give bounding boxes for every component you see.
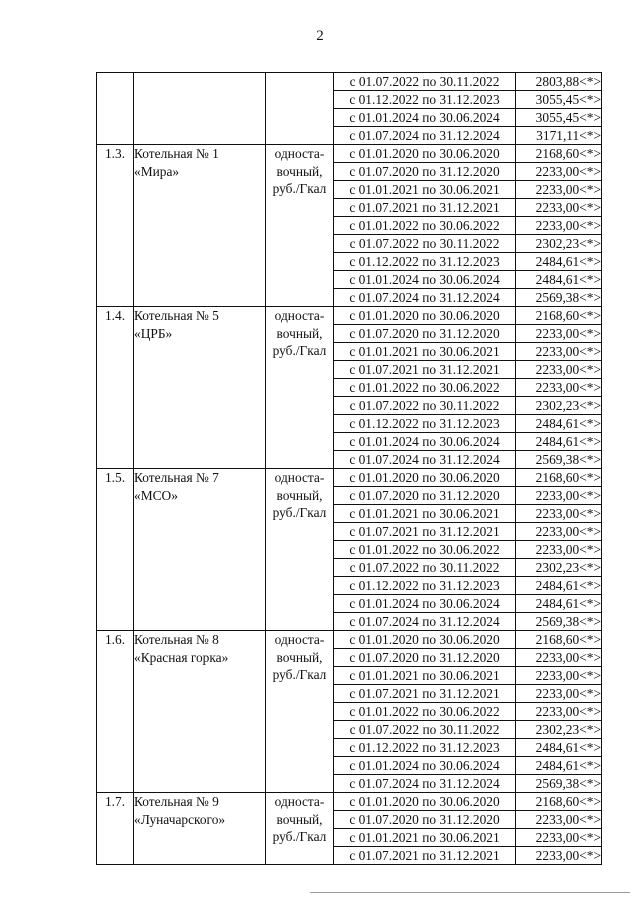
tariff-value-cell: 2233,00<*>	[516, 703, 602, 721]
unit-cell	[266, 631, 334, 793]
tariff-value-cell: 2484,61<*>	[516, 757, 602, 775]
tariff-value-cell: 2233,00<*>	[516, 685, 602, 703]
row-number-cell: 1.7.	[97, 793, 134, 865]
unit-line: руб./Гкал	[272, 505, 327, 520]
period-cell: с 01.07.2022 по 30.11.2022	[334, 235, 516, 253]
unit-cell	[266, 793, 334, 865]
unit-line: вочный,	[276, 325, 323, 341]
table-row	[97, 307, 602, 325]
tariff-value-cell: 2233,00<*>	[516, 505, 602, 523]
unit-line: вочный,	[276, 487, 323, 503]
unit-line: односта-	[274, 632, 325, 647]
period-cell: с 01.07.2024 по 31.12.2024	[334, 775, 516, 793]
tariff-value-cell: 2484,61<*>	[516, 577, 602, 595]
tariff-value-cell: 2484,61<*>	[516, 253, 602, 271]
tariff-value-cell: 2484,61<*>	[516, 415, 602, 433]
period-cell: с 01.01.2021 по 30.06.2021	[334, 829, 516, 847]
tariff-value-cell: 2168,60<*>	[516, 469, 602, 487]
boiler-name-line: «Луначарского»	[134, 811, 226, 827]
period-cell: с 01.01.2021 по 30.06.2021	[334, 181, 516, 199]
unit-line: руб./Гкал	[272, 667, 327, 682]
row-number-cell: 1.3.	[97, 145, 134, 307]
period-cell: с 01.07.2022 по 30.11.2022	[334, 73, 516, 91]
period-cell: с 01.01.2020 по 30.06.2020	[334, 793, 516, 811]
boiler-name-cell	[134, 307, 266, 469]
boiler-name-line: «Мира»	[134, 163, 180, 179]
row-number-cell: 1.5.	[97, 469, 134, 631]
tariff-value-cell: 2302,23<*>	[516, 235, 602, 253]
tariff-value-cell: 2484,61<*>	[516, 595, 602, 613]
unit-line: вочный,	[276, 811, 323, 827]
tariff-value-cell: 2569,38<*>	[516, 613, 602, 631]
unit-cell	[266, 73, 334, 145]
unit-line: односта-	[274, 146, 325, 161]
tariff-value-cell: 2484,61<*>	[516, 739, 602, 757]
tariff-value-cell: 2302,23<*>	[516, 397, 602, 415]
unit-cell	[266, 307, 334, 469]
unit-cell	[266, 145, 334, 307]
tariff-value-cell: 2233,00<*>	[516, 523, 602, 541]
unit-line: односта-	[274, 470, 325, 485]
tariff-value-cell: 3171,11<*>	[516, 127, 602, 145]
unit-cell	[266, 469, 334, 631]
period-cell: с 01.07.2022 по 30.11.2022	[334, 397, 516, 415]
period-cell: с 01.01.2020 по 30.06.2020	[334, 307, 516, 325]
period-cell: с 01.12.2022 по 31.12.2023	[334, 415, 516, 433]
period-cell: с 01.07.2024 по 31.12.2024	[334, 127, 516, 145]
footer-rule	[310, 892, 630, 893]
tariff-value-cell: 2803,88<*>	[516, 73, 602, 91]
boiler-name-line: Котельная № 5	[134, 308, 219, 323]
period-cell: с 01.07.2020 по 31.12.2020	[334, 163, 516, 181]
boiler-name-cell	[134, 73, 266, 145]
unit-line: односта-	[274, 794, 325, 809]
tariff-value-cell: 2484,61<*>	[516, 433, 602, 451]
period-cell: с 01.01.2024 по 30.06.2024	[334, 271, 516, 289]
period-cell: с 01.12.2022 по 31.12.2023	[334, 253, 516, 271]
tariff-value-cell: 2233,00<*>	[516, 667, 602, 685]
period-cell: с 01.01.2020 по 30.06.2020	[334, 631, 516, 649]
boiler-name-line: Котельная № 1	[134, 146, 219, 161]
period-cell: с 01.07.2020 по 31.12.2020	[334, 325, 516, 343]
tariff-value-cell: 2168,60<*>	[516, 145, 602, 163]
tariff-value-cell: 2233,00<*>	[516, 811, 602, 829]
boiler-name-line: Котельная № 7	[134, 470, 219, 485]
period-cell: с 01.01.2022 по 30.06.2022	[334, 541, 516, 559]
table-row	[97, 793, 602, 811]
period-cell: с 01.01.2021 по 30.06.2021	[334, 505, 516, 523]
table-row	[97, 631, 602, 649]
period-cell: с 01.12.2022 по 31.12.2023	[334, 577, 516, 595]
period-cell: с 01.01.2024 по 30.06.2024	[334, 109, 516, 127]
period-cell: с 01.07.2021 по 31.12.2021	[334, 199, 516, 217]
period-cell: с 01.01.2020 по 30.06.2020	[334, 145, 516, 163]
period-cell: с 01.07.2020 по 31.12.2020	[334, 811, 516, 829]
tariff-value-cell: 2233,00<*>	[516, 487, 602, 505]
period-cell: с 01.07.2021 по 31.12.2021	[334, 847, 516, 865]
table-row	[97, 145, 602, 163]
period-cell: с 01.07.2022 по 30.11.2022	[334, 559, 516, 577]
row-number-cell: 1.4.	[97, 307, 134, 469]
tariff-value-cell: 2484,61<*>	[516, 271, 602, 289]
tariff-value-cell: 2233,00<*>	[516, 325, 602, 343]
tariff-value-cell: 2233,00<*>	[516, 541, 602, 559]
period-cell: с 01.01.2020 по 30.06.2020	[334, 469, 516, 487]
tariff-value-cell: 2233,00<*>	[516, 829, 602, 847]
unit-line: руб./Гкал	[272, 181, 327, 196]
boiler-name-cell	[134, 145, 266, 307]
period-cell: с 01.07.2020 по 31.12.2020	[334, 487, 516, 505]
period-cell: с 01.01.2024 по 30.06.2024	[334, 757, 516, 775]
row-number-cell: 1.6.	[97, 631, 134, 793]
tariff-value-cell: 3055,45<*>	[516, 91, 602, 109]
tariff-value-cell: 2233,00<*>	[516, 163, 602, 181]
unit-line: руб./Гкал	[272, 343, 327, 358]
boiler-name-cell	[134, 793, 266, 865]
boiler-name-cell	[134, 469, 266, 631]
tariff-value-cell: 2233,00<*>	[516, 649, 602, 667]
tariff-value-cell: 2233,00<*>	[516, 217, 602, 235]
tariff-value-cell: 2233,00<*>	[516, 379, 602, 397]
tariff-value-cell: 2233,00<*>	[516, 343, 602, 361]
period-cell: с 01.01.2024 по 30.06.2024	[334, 433, 516, 451]
tariff-value-cell: 2569,38<*>	[516, 289, 602, 307]
period-cell: с 01.01.2022 по 30.06.2022	[334, 379, 516, 397]
unit-line: вочный,	[276, 649, 323, 665]
boiler-name-line: Котельная № 9	[134, 794, 219, 809]
period-cell: с 01.12.2022 по 31.12.2023	[334, 91, 516, 109]
period-cell: с 01.07.2022 по 30.11.2022	[334, 721, 516, 739]
period-cell: с 01.01.2021 по 30.06.2021	[334, 667, 516, 685]
tariff-value-cell: 2302,23<*>	[516, 559, 602, 577]
tariff-value-cell: 3055,45<*>	[516, 109, 602, 127]
boiler-name-line: «МСО»	[134, 487, 178, 503]
period-cell: с 01.01.2022 по 30.06.2022	[334, 217, 516, 235]
period-cell: с 01.07.2021 по 31.12.2021	[334, 685, 516, 703]
tariff-value-cell: 2302,23<*>	[516, 721, 602, 739]
period-cell: с 01.01.2021 по 30.06.2021	[334, 343, 516, 361]
period-cell: с 01.07.2021 по 31.12.2021	[334, 361, 516, 379]
tariff-value-cell: 2233,00<*>	[516, 199, 602, 217]
period-cell: с 01.07.2024 по 31.12.2024	[334, 451, 516, 469]
row-number-cell	[97, 73, 134, 145]
boiler-name-cell	[134, 631, 266, 793]
tariff-value-cell: 2233,00<*>	[516, 361, 602, 379]
page-number: 2	[316, 28, 324, 44]
unit-line: односта-	[274, 308, 325, 323]
period-cell: с 01.01.2024 по 30.06.2024	[334, 595, 516, 613]
tariff-value-cell: 2569,38<*>	[516, 775, 602, 793]
unit-line: вочный,	[276, 163, 323, 179]
boiler-name-line: «ЦРБ»	[134, 325, 173, 341]
period-cell: с 01.07.2021 по 31.12.2021	[334, 523, 516, 541]
period-cell: с 01.07.2024 по 31.12.2024	[334, 613, 516, 631]
boiler-name-line: «Красная горка»	[134, 649, 229, 665]
period-cell: с 01.01.2022 по 30.06.2022	[334, 703, 516, 721]
period-cell: с 01.07.2024 по 31.12.2024	[334, 289, 516, 307]
tariff-value-cell: 2569,38<*>	[516, 451, 602, 469]
table-row	[97, 469, 602, 487]
tariff-value-cell: 2233,00<*>	[516, 181, 602, 199]
unit-line: руб./Гкал	[272, 829, 327, 844]
period-cell: с 01.07.2020 по 31.12.2020	[334, 649, 516, 667]
tariff-value-cell: 2168,60<*>	[516, 307, 602, 325]
tariff-value-cell: 2168,60<*>	[516, 631, 602, 649]
table-row	[97, 73, 602, 91]
tariff-value-cell: 2233,00<*>	[516, 847, 602, 865]
tariff-table	[96, 72, 602, 865]
period-cell: с 01.12.2022 по 31.12.2023	[334, 739, 516, 757]
tariff-value-cell: 2168,60<*>	[516, 793, 602, 811]
boiler-name-line: Котельная № 8	[134, 632, 219, 647]
